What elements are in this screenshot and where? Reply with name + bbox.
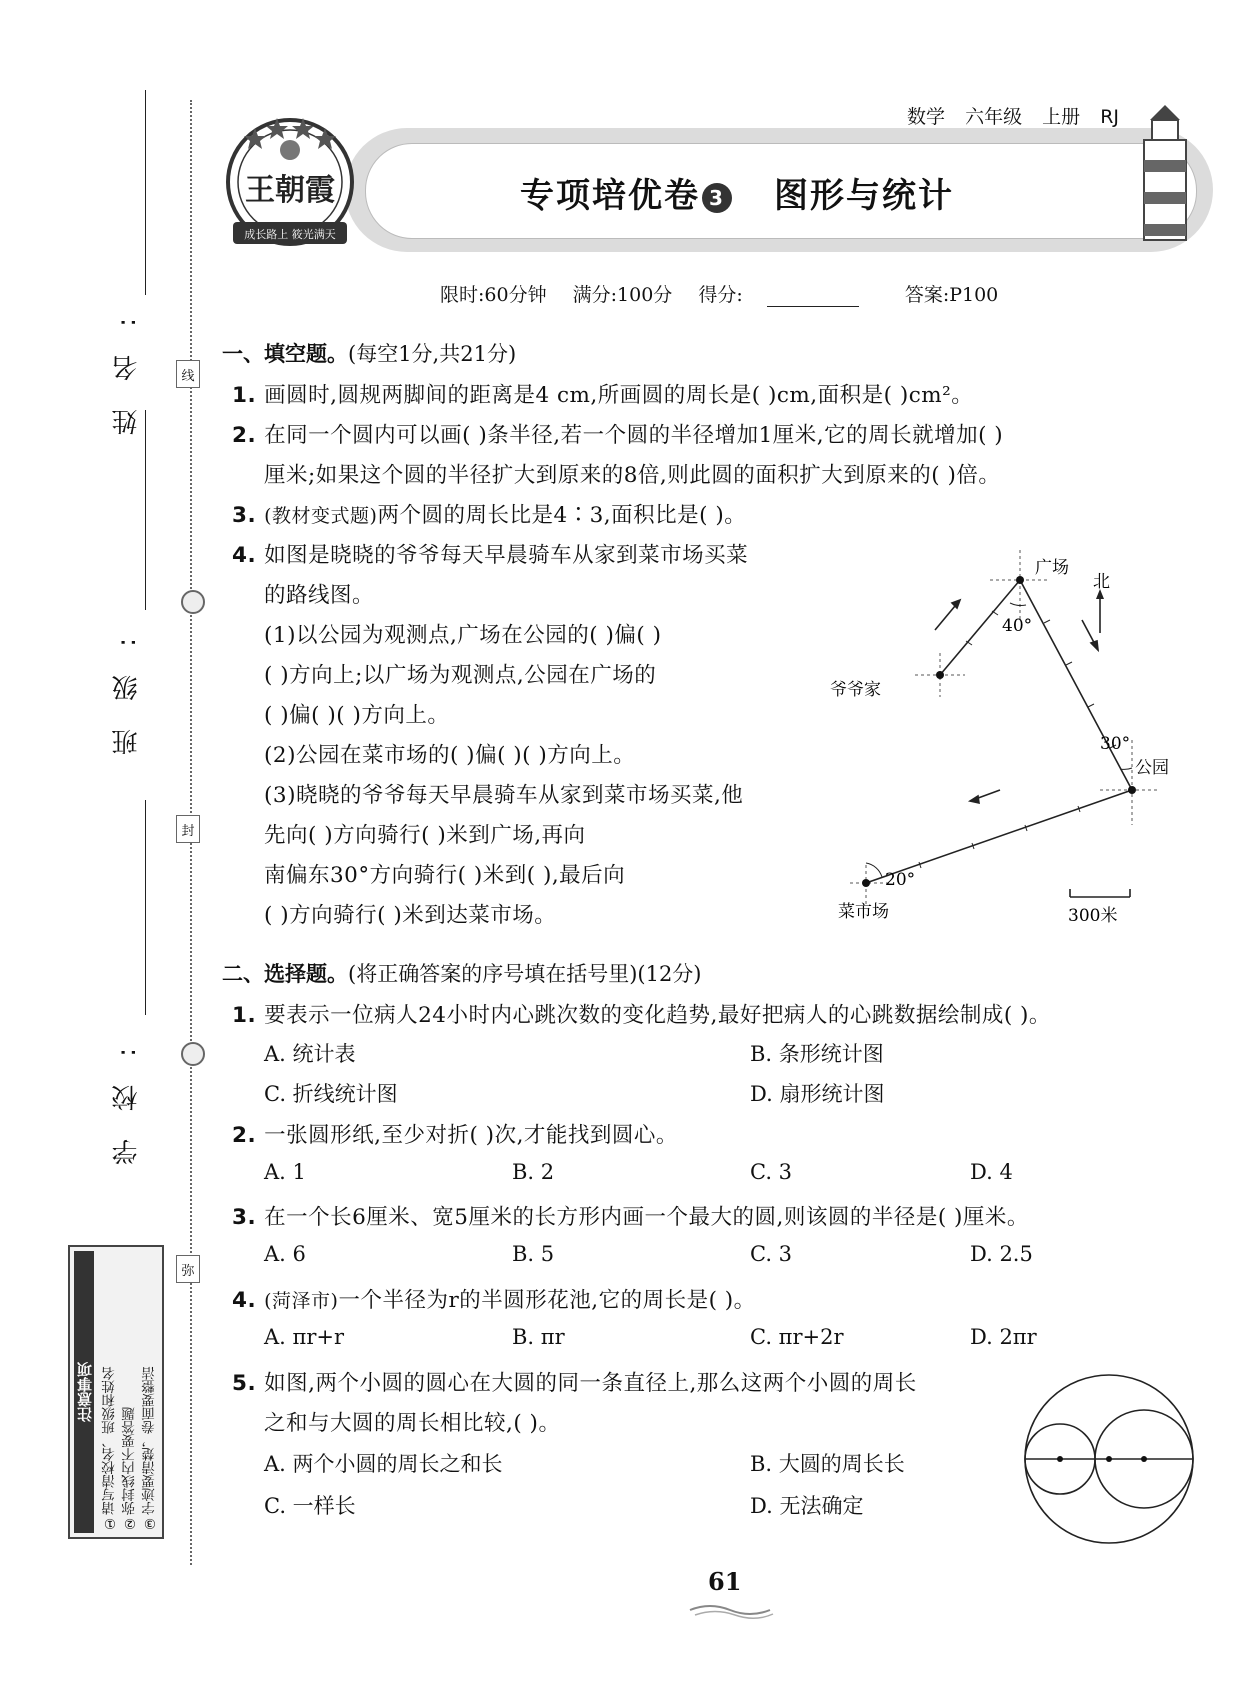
q2-1-option-a: A. 统计表 [264, 1042, 356, 1066]
q1-2-cont: 厘米;如果这个圆的半径扩大到原来的8倍,则此圆的面积扩大到原来的( )倍。 [264, 463, 1001, 488]
q1-1: 1. 画圆时,圆规两脚间的距离是4 cm,所画圆的周长是( )cm,面积是( )cm²。 [232, 383, 974, 408]
q2-3-option-b: B. 5 [512, 1242, 555, 1266]
q1-4-line: 南偏东30°方向骑行( )米到( ),最后向 [264, 863, 626, 888]
section1-title: 一、填空题。(每空1分,共21分) [222, 342, 517, 366]
q2-2-option-d: D. 4 [970, 1160, 1013, 1184]
market-label: 菜市场 [838, 902, 889, 922]
q1-4-line: ( )方向骑行( )米到达菜市场。 [264, 903, 557, 928]
home-label: 爷爷家 [830, 680, 881, 700]
wave-ornament-icon [685, 1600, 775, 1620]
north-label: 北 [1093, 572, 1110, 592]
angle-40: 40° [1002, 616, 1033, 636]
q2-5: 5. 如图,两个小圆的圆心在大圆的同一条直径上,那么这两个小圆的周长 [232, 1371, 917, 1396]
q2-2-option-c: C. 3 [750, 1160, 793, 1184]
time-limit: 限时:60分钟 [440, 284, 547, 306]
circles-figure [1020, 1370, 1198, 1548]
q2-5-option-b: B. 大圆的周长长 [750, 1452, 905, 1476]
q2-5-option-a: A. 两个小圆的周长之和长 [264, 1452, 503, 1476]
angle-30: 30° [1100, 734, 1131, 754]
answer-ref: 答案:P100 [904, 284, 999, 306]
portrait-icon [280, 140, 300, 160]
edition: RJ [1100, 106, 1119, 128]
class-blank-line [145, 410, 146, 610]
q2-4: 4. (菏泽市)一个半径为r的半圆形花池,它的周长是( )。 [232, 1288, 756, 1313]
q2-1: 1. 要表示一位病人24小时内心跳次数的变化趋势,最好把病人的心跳数据绘制成( )。 [232, 1003, 1051, 1028]
park-point [1128, 786, 1136, 794]
q1-4: 4. 如图是晓晓的爷爷每天早晨骑车从家到菜市场买菜 [232, 543, 749, 568]
q2-2-option-a: A. 1 [264, 1160, 306, 1184]
cut-mark-line: 线 [176, 360, 200, 388]
score-blank [767, 288, 859, 307]
grade: 六年级 [965, 106, 1023, 128]
q1-4-line: ( )方向上;以广场为观测点,公园在广场的 [264, 663, 657, 688]
route-map [830, 545, 1190, 935]
score-label: 得分: [698, 284, 743, 306]
page-title: 专项培优卷 3 图形与统计 [520, 176, 954, 216]
title-number-badge: 3 [702, 183, 732, 213]
home-point [936, 671, 944, 679]
q2-5-cont: 之和与大圆的周长相比较,( )。 [264, 1411, 561, 1436]
q1-2: 2. 在同一个圆内可以画( )条半径,若一个圆的半径增加1厘米,它的周长就增加( ) [232, 423, 1004, 448]
q1-3: 3. (教材变式题)两个圆的周长比是4∶3,面积比是( )。 [232, 503, 747, 528]
plaza-point [1016, 576, 1024, 584]
svg-text:王朝霞: 王朝霞 [245, 173, 335, 208]
market-point [862, 879, 870, 887]
notice-box [68, 1245, 164, 1539]
name-blank-line [145, 90, 146, 295]
scale-label: 300米 [1068, 906, 1118, 926]
q2-2-option-b: B. 2 [512, 1160, 555, 1184]
subject: 数学 [907, 106, 946, 128]
q1-4-line: (1)以公园为观测点,广场在公园的( )偏( ) [264, 623, 662, 648]
q2-1-option-d: D. 扇形统计图 [750, 1082, 885, 1106]
lighthouse-icon [1130, 100, 1200, 250]
q2-3-option-d: D. 2.5 [970, 1242, 1033, 1266]
page-number: 61 [708, 1567, 742, 1596]
q1-4-line: 先向( )方向骑行( )米到广场,再向 [264, 823, 586, 848]
svg-text:成长路上 筱光满天: 成长路上 筱光满天 [244, 228, 336, 241]
q1-4-line: ( )偏( )( )方向上。 [264, 703, 450, 728]
cut-mark-seal: 封 [176, 815, 200, 843]
angle-20: 20° [885, 870, 916, 890]
q2-1-option-b: B. 条形统计图 [750, 1042, 884, 1066]
notice-item: ②弥封线内不要答题 [122, 1407, 138, 1531]
q2-3-option-c: C. 3 [750, 1242, 793, 1266]
cut-mark-close: 弥 [176, 1255, 200, 1283]
full-score: 满分:100分 [572, 284, 673, 306]
name-label: 姓名: [112, 290, 142, 435]
swirl-ornament-icon [181, 1042, 205, 1066]
q1-4-line: 的路线图。 [264, 583, 375, 608]
q2-3-option-a: A. 6 [264, 1242, 306, 1266]
notice-item: ①请写清校名、班级和姓名 [102, 1366, 118, 1531]
notice-title: 注意事项 [74, 1251, 94, 1533]
scale-bar [1070, 889, 1130, 897]
q2-4-option-c: C. πr+2r [750, 1325, 844, 1349]
q2-4-option-a: A. πr+r [264, 1325, 344, 1349]
school-label: 学校: [112, 1020, 142, 1165]
q2-4-option-b: B. πr [512, 1325, 565, 1349]
class-label: 班级: [112, 610, 142, 755]
q1-4-line: (2)公园在菜市场的( )偏( )( )方向上。 [264, 743, 636, 768]
swirl-ornament-icon [181, 590, 205, 614]
q2-1-option-c: C. 折线统计图 [264, 1082, 398, 1106]
q2-5-option-c: C. 一样长 [264, 1494, 356, 1518]
q2-4-option-d: D. 2πr [970, 1325, 1037, 1349]
school-blank-line [145, 800, 146, 1015]
park-label: 公园 [1135, 758, 1169, 778]
exam-limits [440, 280, 1018, 307]
q1-4-line: (3)晓晓的爷爷每天早晨骑车从家到菜市场买菜,他 [264, 783, 744, 808]
q2-3: 3. 在一个长6厘米、宽5厘米的长方形内画一个最大的圆,则该圆的半径是( )厘米。 [232, 1205, 1029, 1230]
notice-item: ③字迹要清楚，卷面要整洁 [142, 1366, 158, 1531]
plaza-label: 广场 [1035, 558, 1069, 578]
section2-title: 二、选择题。(将正确答案的序号填在括号里)(12分) [222, 962, 702, 986]
volume: 上册 [1042, 106, 1081, 128]
q2-2: 2. 一张圆形纸,至少对折( )次,才能找到圆心。 [232, 1123, 678, 1148]
route-plaza-park [1020, 580, 1132, 790]
book-meta [907, 102, 1119, 129]
q2-5-option-d: D. 无法确定 [750, 1494, 864, 1518]
brand-logo [215, 110, 365, 260]
